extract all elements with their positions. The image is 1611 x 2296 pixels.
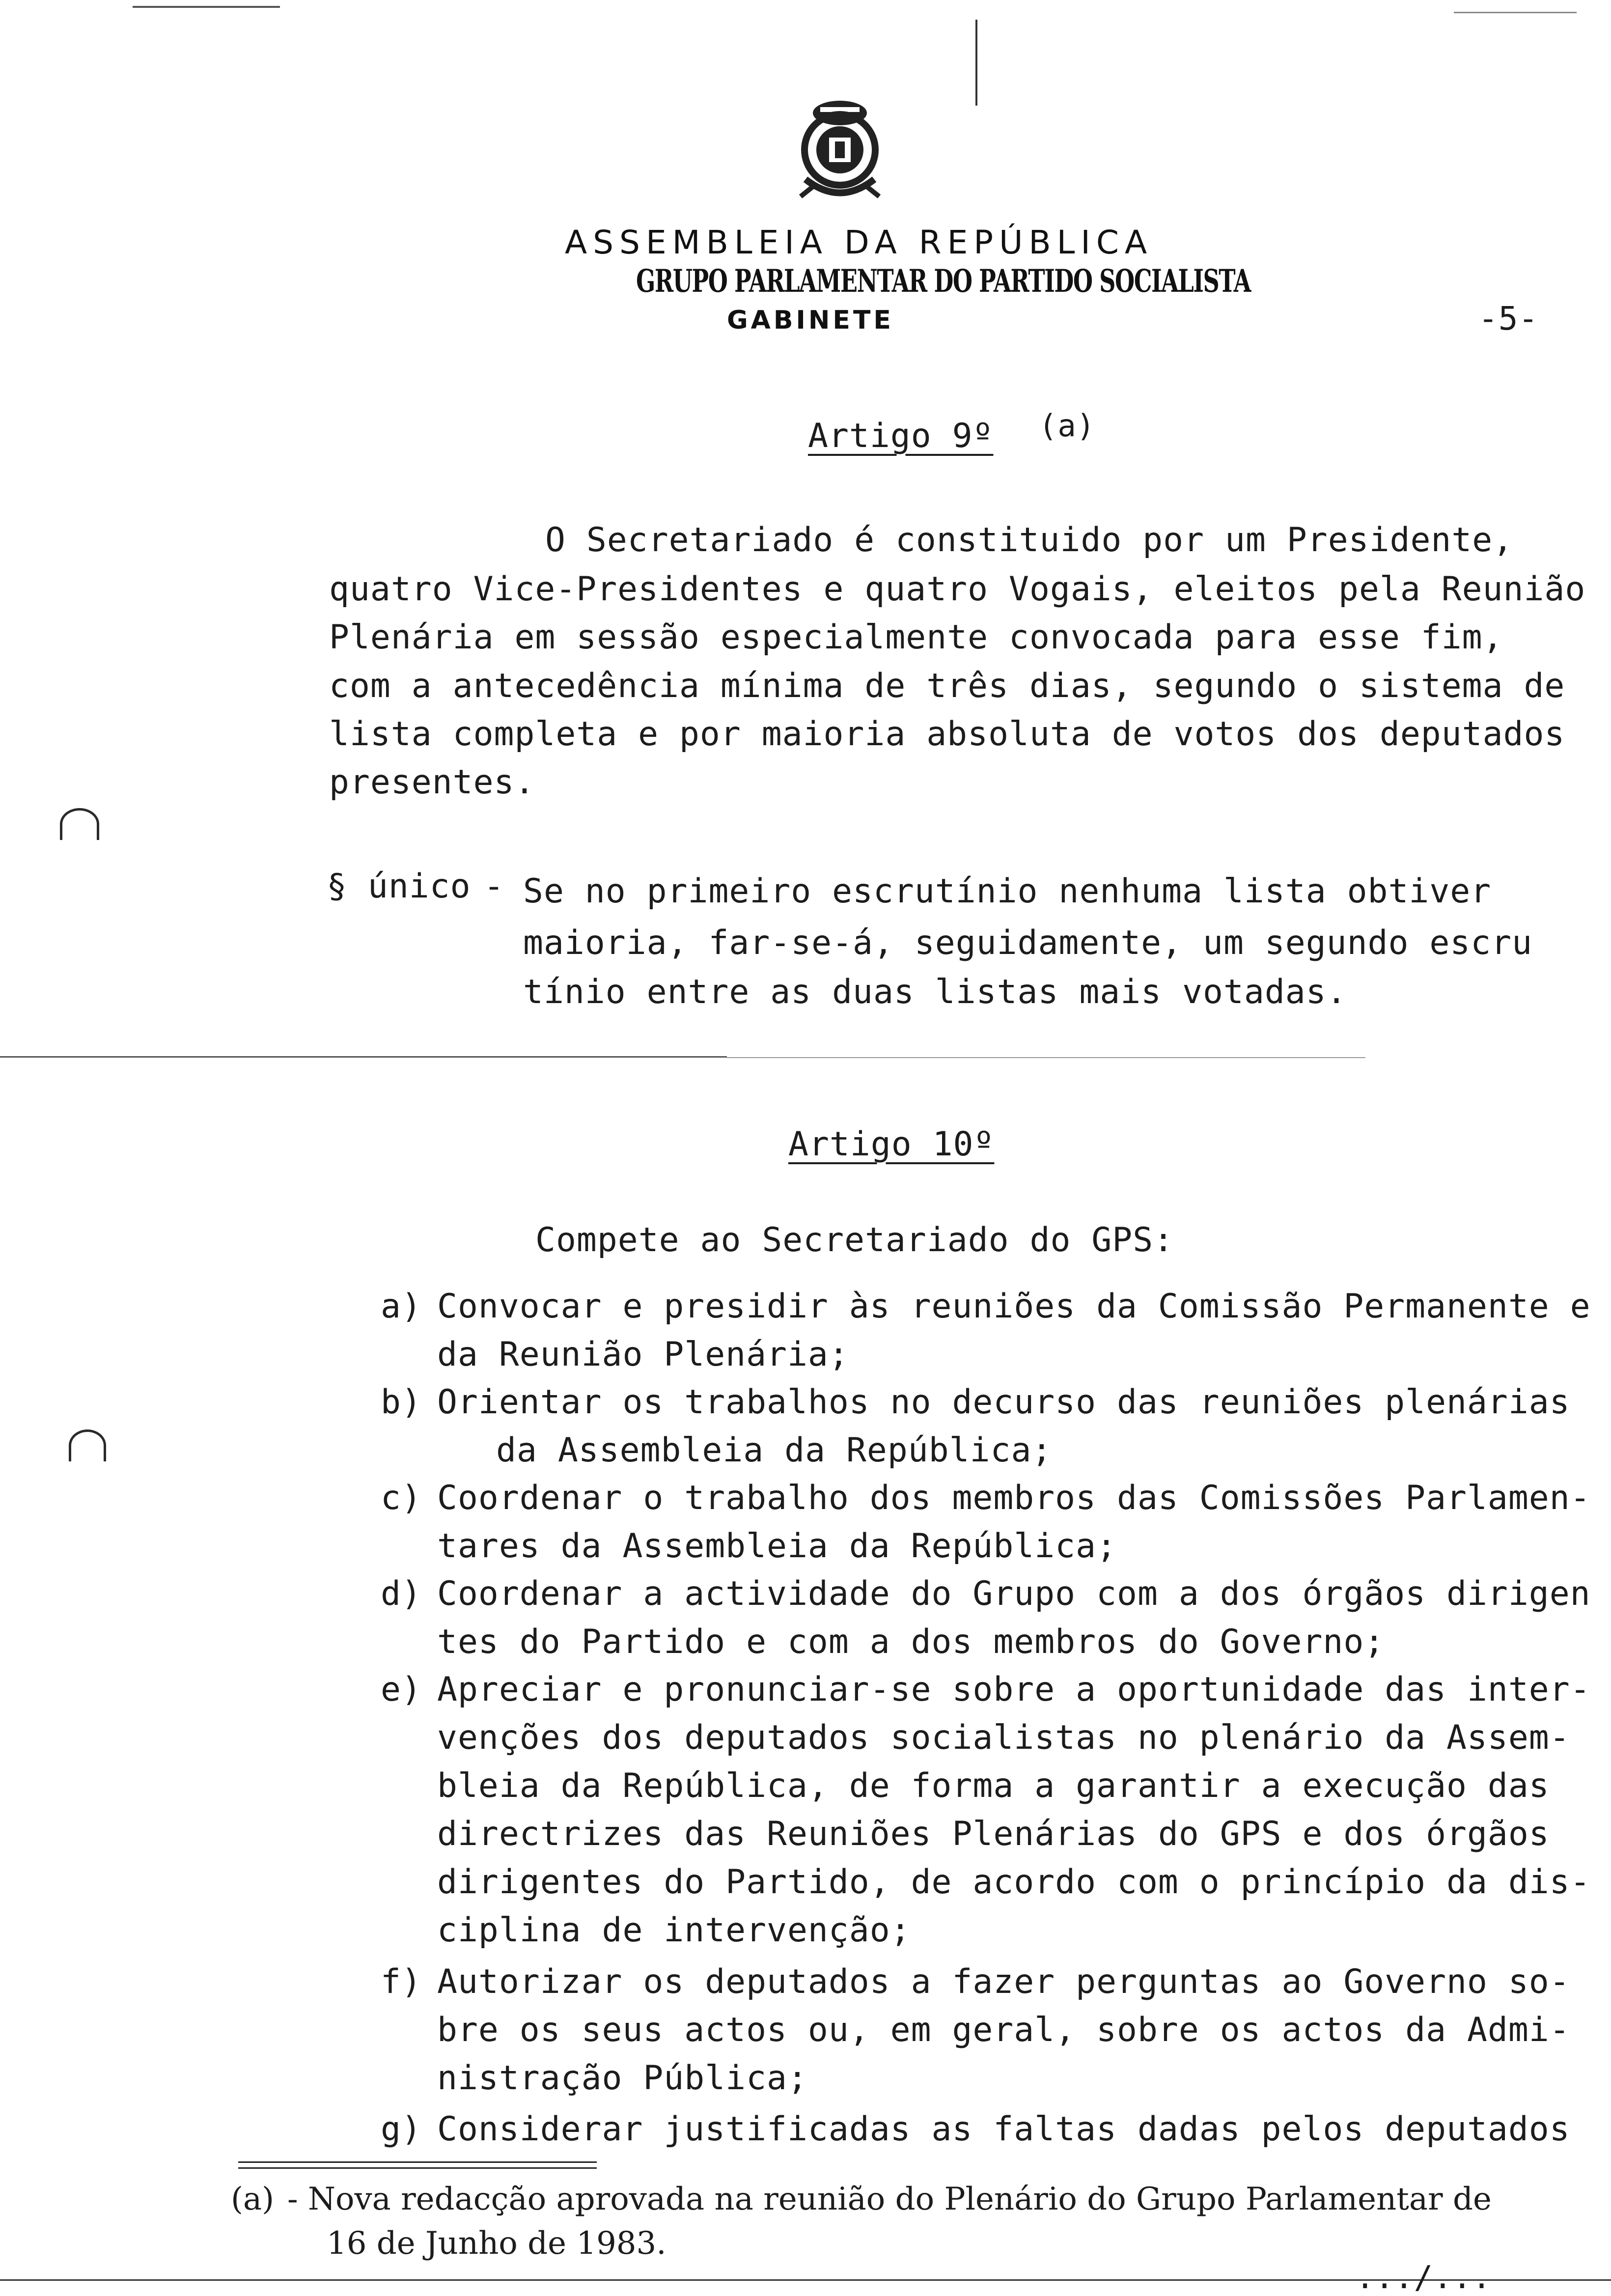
continuation-mark: .../... bbox=[1356, 2260, 1492, 2296]
list-item-letter: e) bbox=[381, 1670, 422, 1709]
list-item-letter: b) bbox=[381, 1383, 422, 1422]
list-item-line: Coordenar o trabalho dos membros das Comissões Parlamen- bbox=[437, 1479, 1591, 1517]
clause-line: maioria, far-se-á, seguidamente, um segundo escru bbox=[523, 924, 1533, 962]
list-item-line: da Assembleia da República; bbox=[496, 1431, 1053, 1470]
list-item-line: Considerar justificadas as faltas dadas pelos deputados bbox=[437, 2110, 1570, 2149]
paragraph-line: O Secretariado é constituido por um Presidente, bbox=[545, 521, 1514, 560]
paragraph-line: com a antecedência mínima de três dias, segundo o sistema de bbox=[329, 667, 1565, 705]
clause-line: Se no primeiro escrutínio nenhuma lista obtiver bbox=[523, 872, 1492, 911]
list-item-letter: g) bbox=[381, 2110, 422, 2149]
list-item-line: directrizes das Reuniões Plenárias do GPS e dos órgãos bbox=[437, 1815, 1550, 1853]
paragraph-line: presentes. bbox=[329, 763, 535, 802]
coat-of-arms-emblem bbox=[791, 93, 889, 201]
top-edge-rule-right bbox=[1454, 12, 1577, 13]
vertical-scan-line bbox=[975, 20, 977, 106]
list-item-letter: f) bbox=[381, 1962, 422, 2001]
section-separator bbox=[0, 1056, 727, 1058]
page-number: -5- bbox=[1478, 300, 1539, 337]
list-item-line: dirigentes do Partido, de acordo com o princípio da dis- bbox=[437, 1863, 1591, 1902]
paragraph-line: Plenária em sessão especialmente convocada para esse fim, bbox=[329, 618, 1503, 657]
article-9-note-marker: (a) bbox=[1039, 408, 1095, 444]
article-10-intro: Compete ao Secretariado do GPS: bbox=[535, 1221, 1174, 1260]
list-item-letter: d) bbox=[381, 1574, 422, 1613]
footnote-line: 16 de Junho de 1983. bbox=[327, 2225, 667, 2262]
list-item-line: ciplina de intervenção; bbox=[437, 1911, 911, 1950]
clause-label: § único bbox=[327, 867, 471, 906]
footnote-line: - Nova redacção aprovada na reunião do Plenário do Grupo Parlamentar de bbox=[287, 2181, 1492, 2217]
list-item-line: Convocar e presidir às reuniões da Comissão Permanente e bbox=[437, 1287, 1591, 1326]
binder-hole-mark-lower bbox=[69, 1429, 106, 1461]
list-item-line: bre os seus actos ou, em geral, sobre os actos da Admi- bbox=[437, 2011, 1570, 2049]
paragraph-line: quatro Vice-Presidentes e quatro Vogais, eleitos pela Reunião bbox=[329, 570, 1586, 609]
article-10-heading: Artigo 10º bbox=[788, 1125, 995, 1164]
clause-dash: - bbox=[484, 867, 504, 906]
footnote-separator bbox=[238, 2167, 597, 2169]
office-name: GABINETE bbox=[727, 306, 894, 335]
article-9-heading: Artigo 9º bbox=[808, 417, 994, 455]
list-item-line: venções dos deputados socialistas no plenário da Assem- bbox=[437, 1718, 1570, 1757]
list-item-letter: a) bbox=[381, 1287, 422, 1326]
footnote-separator bbox=[238, 2161, 597, 2163]
footnote-marker: (a) bbox=[231, 2181, 275, 2217]
list-item-line: Autorizar os deputados a fazer perguntas ao Governo so- bbox=[437, 1962, 1570, 2001]
clause-line: tínio entre as duas listas mais votadas. bbox=[523, 973, 1347, 1011]
list-item-line: nistração Pública; bbox=[437, 2059, 808, 2098]
list-item-line: da Reunião Plenária; bbox=[437, 1335, 849, 1374]
list-item-line: Apreciar e pronunciar-se sobre a oportunidade das inter- bbox=[437, 1670, 1591, 1709]
list-item-line: Orientar os trabalhos no decurso das reuniões plenárias bbox=[437, 1383, 1570, 1422]
list-item-line: bleia da República, de forma a garantir a execução das bbox=[437, 1766, 1550, 1805]
institution-name: ASSEMBLEIA DA REPÚBLICA bbox=[565, 224, 1153, 261]
paragraph-line: lista completa e por maioria absoluta de votos dos deputados bbox=[329, 715, 1565, 754]
binder-hole-mark-upper bbox=[60, 808, 99, 840]
list-item-line: Coordenar a actividade do Grupo com a dos órgãos dirigen bbox=[437, 1574, 1591, 1613]
parliamentary-group-name: GRUPO PARLAMENTAR DO PARTIDO SOCIALISTA bbox=[636, 263, 1250, 300]
coat-of-arms-icon bbox=[791, 93, 889, 201]
section-separator-right bbox=[727, 1057, 1365, 1058]
top-edge-rule bbox=[133, 6, 280, 8]
list-item-letter: c) bbox=[381, 1479, 422, 1517]
list-item-line: tares da Assembleia da República; bbox=[437, 1527, 1117, 1566]
list-item-line: tes do Partido e com a dos membros do Governo; bbox=[437, 1623, 1385, 1661]
